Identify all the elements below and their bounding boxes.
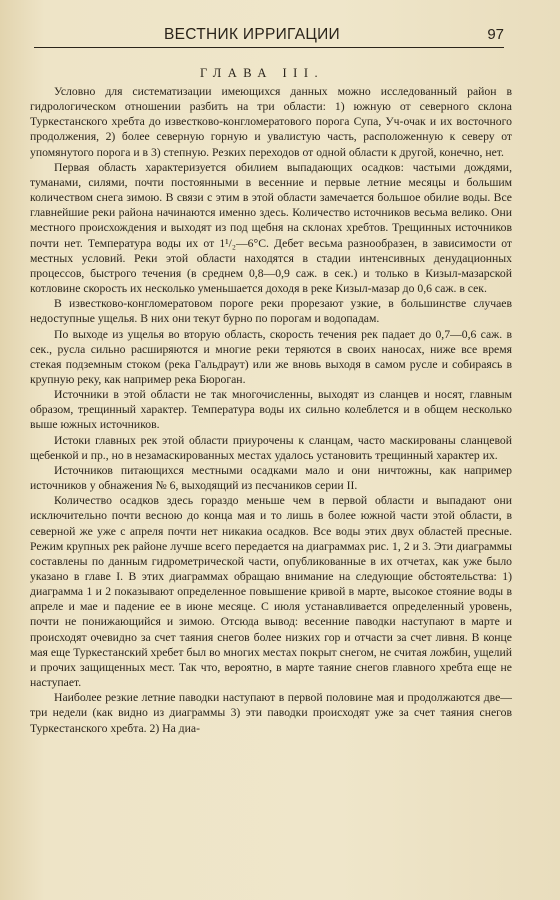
header-rule [34, 47, 504, 48]
paragraph: Источников питающихся местными осадками мало и они ничтожны, как например источников у обнажения № 6, выходящий из песчаников серии II. [30, 463, 512, 493]
paragraph: Источники в этой области не так многочисленны, выходят из сланцев и носят, главным образом, трещинный характер. Температура воды их сильно колеблется и в общем несколько выше южных источников. [30, 388, 512, 432]
page-header [34, 24, 504, 50]
chapter-heading: ГЛАВА III. [200, 66, 325, 80]
paragraph: В известково-конгломератовом пороге реки прорезают узкие, в большинстве случаев недоступные ущелья. В них они текут бурно по порогам и водопадам. [30, 297, 512, 326]
paragraph: Первая область характеризуется обилием выпадающих осадков: частыми дождями, туманами, силями, почти постоянными в весенние и первые летние месяцы и большим количеством снега зимою. В связи с этим в этой области замечается большое обилие воды. Все главнейшие реки района начинаются именно здесь. Количество источников весьма велико. Они местного происхождения и выходят из под щебня на склонах хребтов. Трещинных источников почти нет. Температура воды их от 1¹/₂—6°C. Дебет весьма разнообразен, в зависимости от местных условий. Реки этой области находятся в стадии интенсивных денудационных процессов, быстрого течения (в среднем 0,8—0,9 саж. в сек.) и только в Кизыл-мазарской котловине скорость их несколько уменьшается доходя в реке Кизыл-мазар до 0,6 саж. в сек. [30, 160, 512, 296]
paragraph: Истоки главных рек этой области приурочены к сланцам, часто маскированы сланцевой щебенкой и пр., но в незамаскированных местах удалось установить трещинный характер их. [30, 433, 512, 462]
paragraph: По выходе из ущелья во вторую область, скорость течения рек падает до 0,7—0,6 саж. в сек., русла сильно расширяются и многие реки теряются в своих наносах, ниже все время стекая подземным стоком (река Гальдраут) или же вновь выходя в самом русле и собираясь в крупную реку, как например река Бюроган. [30, 327, 512, 386]
running-title: ВЕСТНИК ИРРИГАЦИИ [164, 26, 340, 43]
paragraph: Количество осадков здесь гораздо меньше чем в первой области и выпадают они исключительно почти весною до конца мая и то лишь в более южной части этой области, в северной же уже с апреля почти нет никакиа осадков. Все воды этих двух областей пресные. Режим крупных рек районе лучше всего передается на диаграммах рис. 1, 2 и 3. Эти диаграммы составлены по данным гидрометрической части, опубликованные в их отчетах, как уже было указано в главе I. В этих диаграммах обращаю внимание на следующие обстоятельства: 1) диаграмма 1 и 2 показывают определенное повышение кривой в марте, высокое стояние воды в апреле и мае и падение ее в июне месяце. С июля устанавливается определенный уровень, почти не понижающийся и зимою. Отсюда вывод: весенние паводки наступают в марте и происходят очевидно за счет таяния снегов более низких гор и отчасти за счет ливня. В конце мая еще Туркестанский хребет был во многих местах покрыт снегом, не считая ложбин, ущелий и прочих защищенных мест. Так что, вероятно, в марте таяние снегов главного хребта еще не наступает. [30, 494, 512, 690]
paragraph: Условно для систематизации имеющихся данных можно исследованный район в гидрологическом отношении разбить на три области: 1) южную от северного склона Туркестанского хребта до известково-конгломератового порога Супа, Уч-очак и их восточного продолжения, 2) более северную горную и увалистую часть, расположенную к северу от упомянутого порога и в 3) степную. Резких переходов от одной области к другой, конечно, нет. [30, 85, 512, 159]
body-text [30, 84, 512, 736]
paragraph: Наиболее резкие летние паводки наступают в первой половине мая и продолжаются две—три недели (как видно из диаграммы 3) эти паводки происходят уже за счет таяния снегов Туркестанского хребта. 2) На диа- [30, 691, 512, 735]
page-number: 97 [487, 26, 504, 43]
